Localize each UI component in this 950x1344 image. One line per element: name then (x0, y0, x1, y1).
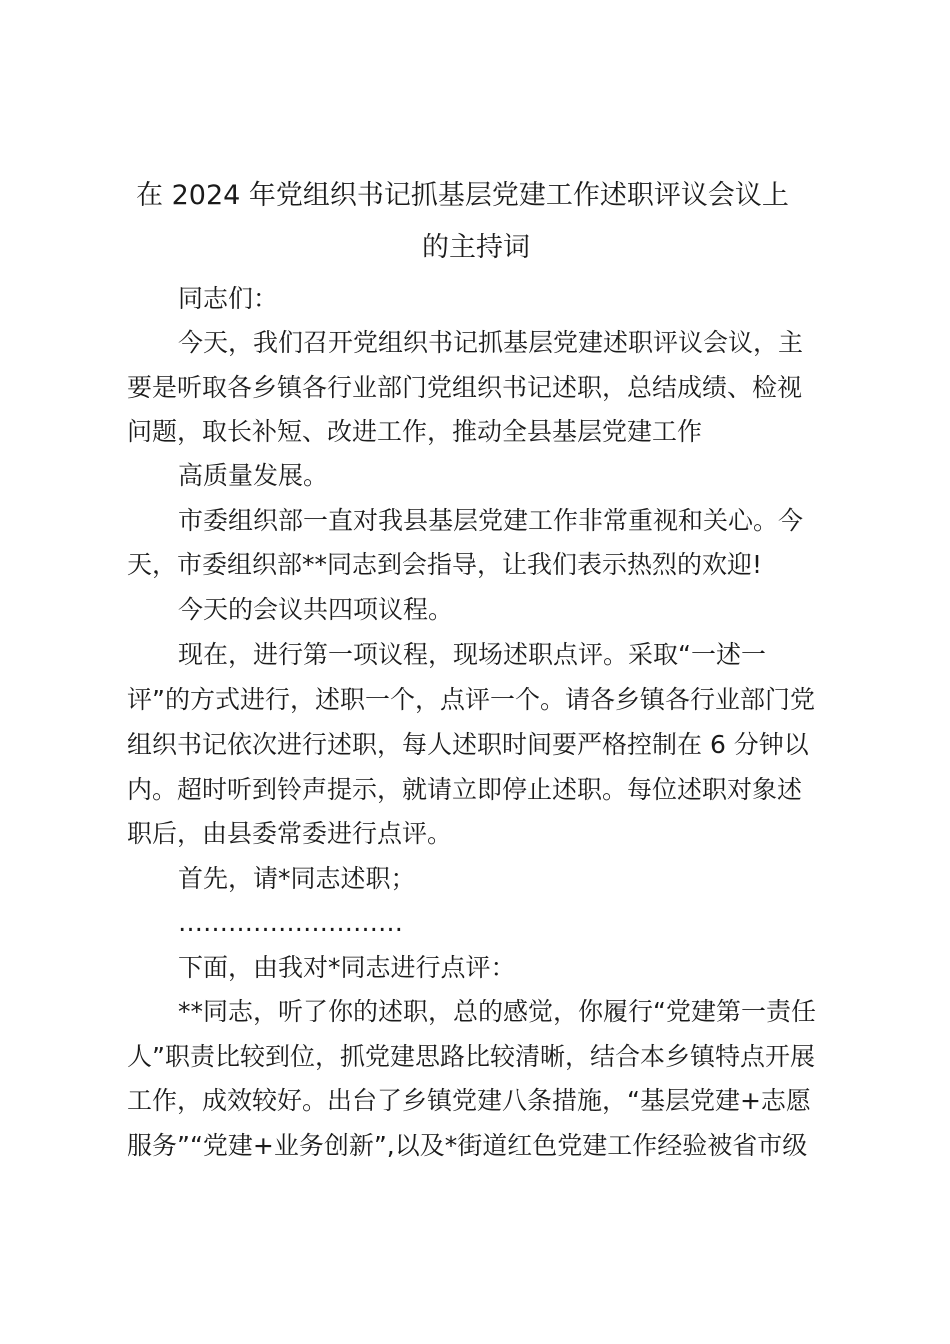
ellipsis-line: ……………………… (178, 908, 403, 937)
paragraph-line: 今天的会议共四项议程。 (178, 595, 454, 624)
paragraph-line: 天，市委组织部**同志到会指导，让我们表示热烈的欢迎! (127, 550, 763, 579)
document-title-line-1: 在 2024 年党组织书记抓基层党建工作述职评议会议上 (136, 180, 789, 211)
paragraph-line: 内。超时听到铃声提示，就请立即停止述职。每位述职对象述 (127, 775, 803, 804)
paragraph-line: 服务”“党建+业务创新”,以及*街道红色党建工作经验被省市级 (127, 1131, 808, 1160)
document-title-line-2: 的主持词 (422, 232, 530, 263)
paragraph-line: 组织书记依次进行述职，每人述职时间要严格控制在 6 分钟以 (127, 730, 809, 759)
paragraph-line: **同志，听了你的述职，总的感觉，你履行“党建第一责任 (178, 997, 816, 1026)
paragraph-line: 市委组织部一直对我县基层党建工作非常重视和关心。今 (178, 506, 804, 535)
paragraph-line: 今天，我们召开党组织书记抓基层党建述职评议会议，主 (178, 328, 804, 357)
salutation: 同志们： (178, 284, 279, 313)
paragraph-line: 下面，由我对*同志进行点评： (178, 953, 516, 982)
paragraph-line: 问题，取长补短、改进工作，推动全县基层党建工作 (127, 417, 703, 446)
paragraph-line: 人”职责比较到位，抓党建思路比较清晰，结合本乡镇特点开展 (127, 1042, 815, 1071)
paragraph-line: 要是听取各乡镇各行业部门党组织书记述职，总结成绩、检视 (127, 373, 803, 402)
paragraph-line: 首先，请*同志述职； (178, 864, 416, 893)
paragraph-line: 职后，由县委常委进行点评。 (127, 819, 453, 848)
paragraph-line: 现在，进行第一项议程，现场述职点评。采取“一述一 (178, 640, 766, 669)
paragraph-line: 高质量发展。 (178, 461, 329, 490)
paragraph-line: 工作，成效较好。出台了乡镇党建八条措施，“基层党建+志愿 (127, 1086, 811, 1115)
paragraph-line: 评”的方式进行，述职一个，点评一个。请各乡镇各行业部门党 (127, 685, 815, 714)
